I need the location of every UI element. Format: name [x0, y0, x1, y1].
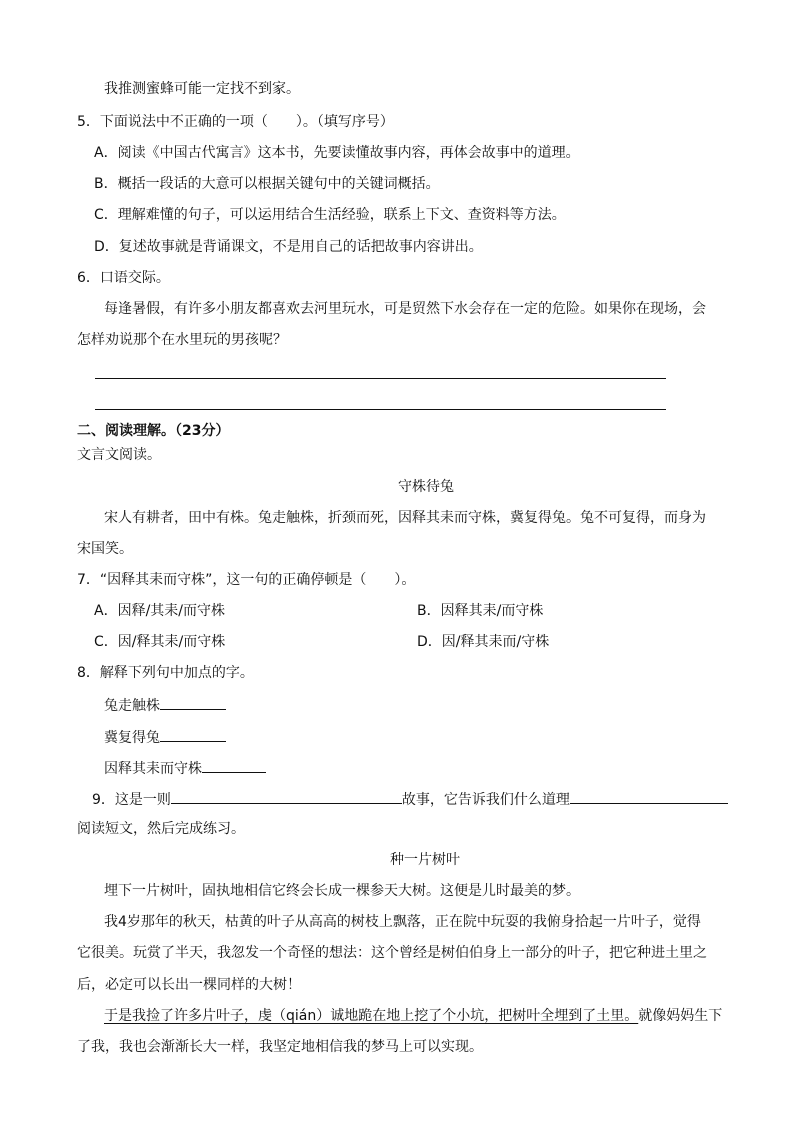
classical-reading-intro: 文言文阅读。: [77, 447, 161, 463]
modern-reading-intro: 阅读短文，然后完成练习。: [77, 821, 245, 837]
passage-2-para-3-line-2: 了我，我也会渐渐长大一样，我坚定地相信我的梦马上可以实现。: [77, 1039, 483, 1055]
q6-prompt-line-2: 怎样劝说那个在水里玩的男孩呢？: [77, 332, 287, 348]
passage-1-line-1: 宋人有耕者，田中有株。兔走触株，折颈而死，因释其耒而守株，冀复得兔。兔不可复得，而身为: [104, 510, 706, 526]
passage-1-line-2: 宋国笑。: [77, 541, 133, 557]
passage-2-para-2-line-2: 它很美。玩赏了半天，我忽发一个奇怪的想法：这个曾经是树伯伯身上一部分的叶子，把它种进土里之: [77, 945, 707, 961]
q5-stem: 5．下面说法中不正确的一项（ ）。（填写序号）: [77, 114, 394, 130]
q8-item-2-blank[interactable]: [160, 726, 226, 742]
q7-stem: 7．“因释其耒而守株”，这一句的正确停顿是（ ）。: [77, 572, 416, 588]
para-3-continuation: 就像妈妈生下: [638, 1008, 723, 1024]
q5-option-a: A．阅读《中国古代寓言》这本书，先要读懂故事内容，再体会故事中的道理。: [94, 145, 580, 161]
q9-text-2: 故事，它告诉我们什么道理: [401, 792, 570, 808]
passage-1-title: 守株待兔: [398, 479, 454, 495]
q6-prompt-line-1: 每逢暑假，有许多小朋友都喜欢去河里玩水，可是贸然下水会存在一定的危险。如果你在现场，会: [104, 301, 706, 317]
q9-line: [92, 788, 728, 810]
q8-item-1-blank[interactable]: [160, 694, 226, 710]
q9-blank-2[interactable]: [570, 788, 728, 804]
q9-blank-1[interactable]: [171, 788, 402, 804]
passage-2-para-3-line-1: [104, 1006, 722, 1026]
q6-stem: 6．口语交际。: [77, 270, 170, 286]
passage-2-para-2-line-1: 我4岁那年的秋天，枯黄的叶子从高高的树枝上飘落，正在院中玩耍的我俯身拾起一片叶子，觉得: [104, 914, 701, 930]
q8-item-2: [104, 726, 226, 748]
q6-answer-line-2[interactable]: [95, 409, 666, 410]
q8-item-3-text: 因释其耒而守株: [104, 761, 202, 777]
q5-option-c: C．理解难懂的句子，可以运用结合生活经验，联系上下文、查资料等方法。: [94, 207, 566, 223]
q5-option-b: B．概括一段话的大意可以根据关键句中的关键词概括。: [94, 176, 440, 192]
q7-option-a: A．因释/其耒/而守株: [94, 603, 226, 619]
q7-option-b: B．因释其耒/而守株: [417, 603, 544, 619]
section-2-heading: 二、阅读理解。（23分）: [77, 423, 230, 439]
q8-item-2-text: 冀复得兔: [104, 730, 160, 746]
q5-option-d: D．复述故事就是背诵课文，不是用自己的话把故事内容讲出。: [94, 239, 483, 255]
passage-2-para-2-line-3: 后，必定可以长出一棵同样的大树！: [77, 977, 301, 993]
q7-option-c: C．因/释其耒/而守株: [94, 634, 226, 650]
q8-item-3-blank[interactable]: [202, 757, 266, 773]
q7-option-d: D．因/释其耒而/守株: [417, 634, 550, 650]
q8-stem: 8．解释下列句中加点的字。: [77, 665, 254, 681]
q8-item-3: [104, 757, 266, 779]
passage-2-para-1: 埋下一片树叶，固执地相信它终会长成一棵参天大树。这便是儿时最美的梦。: [104, 883, 580, 899]
q4-answer-text: 我推测蜜蜂可能一定找不到家。: [104, 81, 300, 97]
passage-2-title: 种一片树叶: [390, 852, 460, 868]
q9-text-1: 9．这是一则: [92, 792, 171, 808]
q8-item-1: [104, 694, 226, 716]
underlined-sentence: 于是我捡了许多片叶子，虔（qián）诚地跪在地上挖了个小坑，把树叶全埋到了土里。: [104, 1008, 639, 1024]
q8-item-1-text: 兔走触株: [104, 698, 160, 714]
q6-answer-line-1[interactable]: [95, 378, 666, 379]
